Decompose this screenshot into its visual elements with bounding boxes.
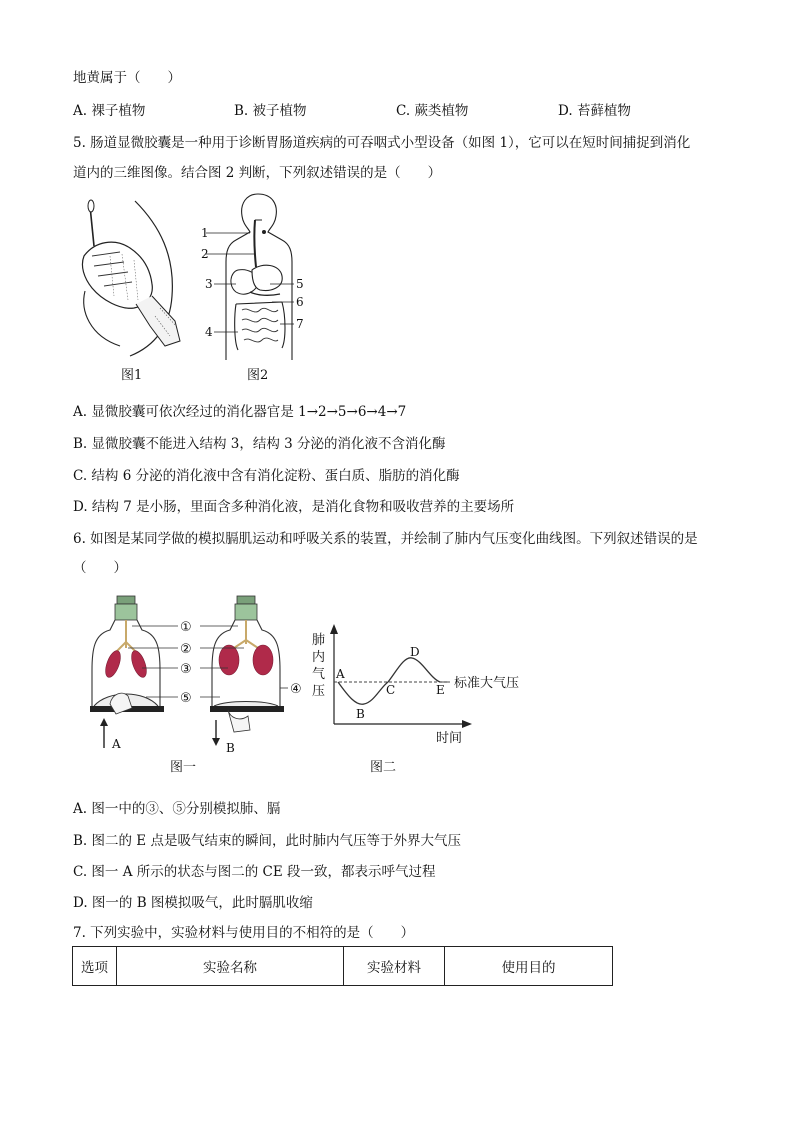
table-header-cell: 实验名称 bbox=[117, 947, 344, 986]
table-header-cell: 选项 bbox=[73, 947, 117, 986]
fig2-label-4: 4 bbox=[205, 325, 213, 339]
q6-figure-two-pressure-graph bbox=[308, 616, 536, 748]
q4-option-a: A. 裸子植物 bbox=[73, 103, 146, 119]
graph-point-e: E bbox=[436, 683, 445, 697]
graph-ylabel-4: 压 bbox=[312, 684, 326, 699]
fig2-label-6: 6 bbox=[296, 295, 304, 309]
fig2-label-2: 2 bbox=[201, 247, 209, 261]
q5-figure1-hand-capsule bbox=[80, 196, 185, 361]
fig2-label-7: 7 bbox=[296, 317, 304, 331]
graph-reference-label: 标准大气压 bbox=[454, 676, 520, 691]
graph-xlabel: 时间 bbox=[436, 731, 463, 746]
q7-table bbox=[72, 946, 613, 986]
fig-one-label-4: ④ bbox=[290, 682, 302, 697]
graph-point-d: D bbox=[410, 645, 420, 659]
fig-one-label-1: ① bbox=[180, 620, 192, 635]
q6-option-d: D. 图一的 B 图模拟吸气，此时膈肌收缩 bbox=[73, 895, 313, 911]
fig-one-label-2: ② bbox=[180, 642, 192, 657]
q5-option-b: B. 显微胶囊不能进入结构 3，结构 3 分泌的消化液不含消化酶 bbox=[73, 436, 446, 452]
q6-option-b: B. 图二的 E 点是吸气结束的瞬间，此时肺内气压等于外界大气压 bbox=[73, 833, 461, 849]
q4-option-b: B. 被子植物 bbox=[234, 103, 307, 119]
table-header-cell: 实验材料 bbox=[344, 947, 445, 986]
fig-one-label-5: ⑤ bbox=[180, 691, 192, 706]
fig2-label-3: 3 bbox=[205, 277, 213, 291]
graph-point-c: C bbox=[386, 683, 396, 697]
q5-figure2-digestive-system bbox=[200, 192, 310, 364]
q5-figure2-caption: 图2 bbox=[247, 368, 269, 383]
graph-ylabel-1: 肺 bbox=[312, 633, 326, 648]
q7-stem: 7. 下列实验中，实验材料与使用目的不相符的是（ ） bbox=[73, 925, 415, 941]
q6-figure-one-bell-jars bbox=[88, 590, 310, 758]
graph-ylabel-2: 内 bbox=[312, 650, 326, 665]
q6-stem-line1: 6. 如图是某同学做的模拟膈肌运动和呼吸关系的装置，并绘制了肺内气压变化曲线图。下列叙述错误的是 bbox=[73, 531, 698, 547]
fig2-label-5: 5 bbox=[296, 277, 304, 291]
graph-point-b: B bbox=[356, 707, 365, 721]
q6-option-c: C. 图一 A 所示的状态与图二的 CE 段一致，都表示呼气过程 bbox=[73, 864, 436, 880]
fig-one-arrow-b: B bbox=[226, 741, 235, 755]
graph-ylabel-3: 气 bbox=[312, 667, 326, 682]
q6-stem-line2: （ ） bbox=[73, 560, 127, 576]
fig2-label-1: 1 bbox=[201, 226, 209, 240]
q5-option-a: A. 显微胶囊可依次经过的消化器官是 1→2→5→6→4→7 bbox=[73, 404, 407, 420]
q6-option-a: A. 图一中的③、⑤分别模拟肺、膈 bbox=[73, 801, 281, 817]
table-header-row bbox=[73, 947, 613, 986]
q5-option-c: C. 结构 6 分泌的消化液中含有消化淀粉、蛋白质、脂肪的消化酶 bbox=[73, 468, 460, 484]
q5-stem-line1: 5. 肠道显微胶囊是一种用于诊断胃肠道疾病的可吞咽式小型设备（如图 1），它可以在短时间捕捉到消化 bbox=[73, 135, 691, 151]
q5-option-d: D. 结构 7 是小肠，里面含多种消化液，是消化食物和吸收营养的主要场所 bbox=[73, 499, 515, 515]
fig-one-arrow-a: A bbox=[112, 737, 121, 751]
q6-figure-one-caption: 图一 bbox=[170, 760, 197, 775]
graph-point-a: A bbox=[336, 667, 345, 681]
q4-stem: 地黄属于（ ） bbox=[73, 70, 181, 86]
q5-figure1-caption: 图1 bbox=[121, 368, 143, 383]
q4-option-d: D. 苔藓植物 bbox=[558, 103, 631, 119]
fig-one-label-3: ③ bbox=[180, 662, 192, 677]
table-header-cell: 使用目的 bbox=[445, 947, 613, 986]
q6-figure-two-caption: 图二 bbox=[370, 760, 397, 775]
q4-option-c: C. 蕨类植物 bbox=[396, 103, 469, 119]
q5-stem-line2: 道内的三维图像。结合图 2 判断，下列叙述错误的是（ ） bbox=[73, 165, 442, 181]
